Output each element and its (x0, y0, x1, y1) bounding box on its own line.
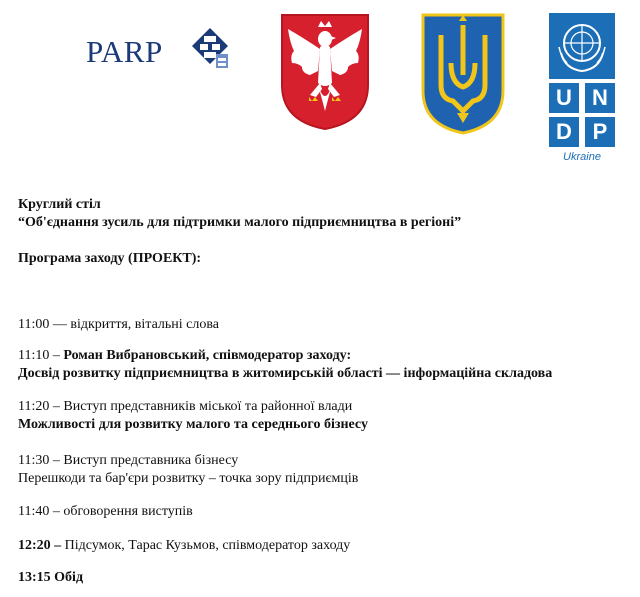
agenda-time: 11:40 (18, 504, 50, 519)
agenda-time: 12:20 – (18, 538, 62, 553)
undp-letter-n: N (585, 83, 615, 113)
agenda-subtitle: Перешкоди та бар'єри розвитку – точка зору підприємців (18, 471, 359, 486)
polish-coat-of-arms-icon (280, 13, 370, 131)
program-heading: Програма заходу (ПРОЕКТ): (18, 251, 202, 266)
agenda-time: 11:00 (18, 317, 50, 332)
undp-letter-p: P (585, 117, 615, 147)
event-type-title: Круглий стіл (18, 197, 101, 212)
agenda-item (18, 569, 83, 586)
agenda-item (18, 537, 350, 554)
agenda-text: – обговорення виступів (49, 504, 193, 519)
agenda-subtitle: Можливості для розвитку малого та середнього бізнесу (18, 417, 368, 432)
event-title: “Об'єднання зусиль для підтримки малого підприємництва в регіоні” (18, 215, 462, 230)
undp-letter-d: D (549, 117, 579, 147)
agenda-subtitle: Досвід розвитку підприємництва в житомирській області — інформаційна складова (18, 366, 553, 381)
agenda-item (18, 347, 351, 364)
agenda-time: 11:10 – (18, 348, 60, 363)
parp-logo-text: PARP (86, 34, 163, 69)
logo-bar (0, 0, 640, 170)
un-emblem-icon (549, 13, 615, 79)
undp-country-label: Ukraine (563, 151, 601, 163)
parp-mark-icon (192, 28, 228, 72)
agenda-text: — відкриття, вітальні слова (49, 317, 220, 332)
agenda-item (18, 452, 238, 469)
ukrainian-coat-of-arms-icon (421, 13, 505, 135)
agenda-time: 11:20 (18, 399, 50, 414)
agenda-item (18, 316, 219, 333)
agenda-time: 11:30 (18, 453, 50, 468)
agenda-item (18, 503, 193, 520)
agenda-item (18, 398, 352, 415)
agenda-text: – Виступ представника бізнесу (49, 453, 239, 468)
undp-logo (549, 13, 615, 169)
parp-logo (86, 28, 246, 76)
agenda-text: – Виступ представників міської та районної влади (49, 399, 353, 414)
agenda-time: 13:15 Обід (18, 570, 84, 585)
agenda-text: Підсумок, Тарас Кузьмов, співмодератор заходу (61, 538, 351, 553)
agenda-text: Роман Вибрановський, співмодератор заходу: (59, 348, 352, 363)
undp-letter-u: U (549, 83, 579, 113)
